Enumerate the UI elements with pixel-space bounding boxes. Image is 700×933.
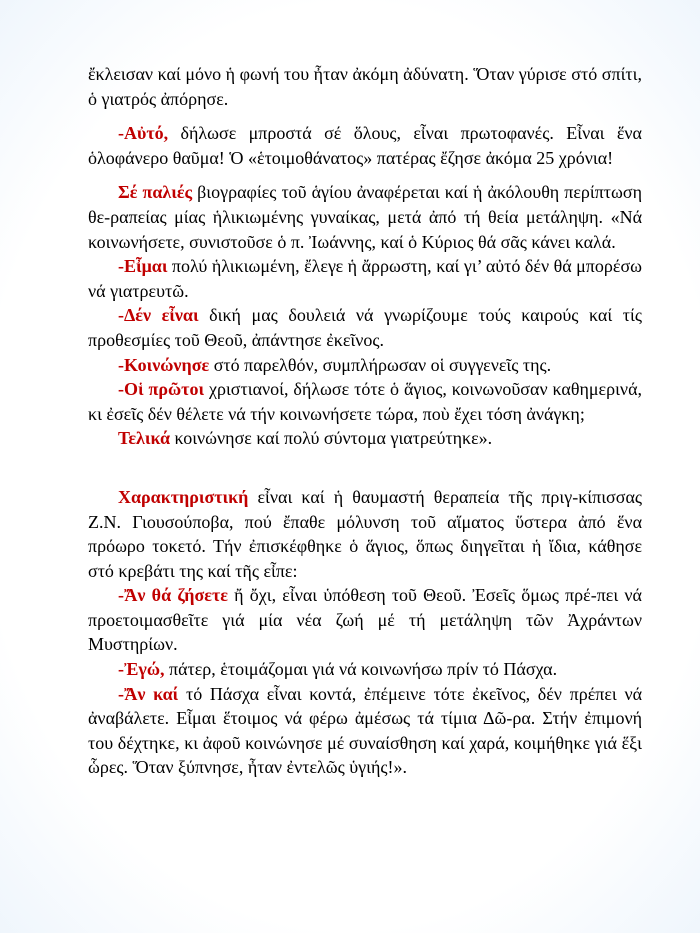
paragraph-12 xyxy=(88,682,642,780)
paragraph-6 xyxy=(88,353,642,378)
paragraph-10-lead: -Ἄν θά ζήσετε xyxy=(118,585,228,606)
paragraph-1 xyxy=(88,62,642,111)
paragraph-4-text: πολύ ἡλικιωμένη, ἔλεγε ἡ ἄρρωστη, καί γι’ αὐτό δέν θά μπορέσω νά γιατρευτῶ. xyxy=(88,256,642,301)
paragraph-5-text: δική μας δουλειά νά γνωρίζουμε τούς καιρούς καί τίς προθεσμίες τοῦ Θεοῦ, ἀπάντησε ἐκεῖνος. xyxy=(88,305,643,350)
paragraph-2-lead: -Αὐτό, xyxy=(118,123,169,144)
paragraph-8-text: κοινώνησε καί πολύ σύντομα γιατρεύτηκε». xyxy=(170,428,493,449)
paragraph-7-text: χριστιανοί, δήλωσε τότε ὁ ἅγιος, κοινωνοῦσαν καθημερινά, κι ἐσεῖς δέν θέλετε νά τήν κοινωνήσετε τώρα, ποὺ ἔχει τόση ἀνάγκη; xyxy=(88,379,642,424)
paragraph-4-lead: -Εἶμαι xyxy=(118,256,168,277)
paragraph-6-lead: -Κοινώνησε xyxy=(118,354,210,375)
paragraph-8 xyxy=(88,426,642,451)
paragraph-3 xyxy=(88,180,642,254)
paragraph-9-text: εἶναι καί ἡ θαυμαστή θεραπεία τῆς πριγ-κίπισσας Ζ.Ν. Γιουσούποβα, πού ἔπαθε μόλυνση τοῦ αἵματος ὕστερα ἀπό ἕνα πρόωρο τοκετό. Τήν ἐπισκέφθηκε ὁ ἅγιος, ὅπως διηγεῖται ἡ ἴδια, κάθησε στό κρεβάτι της καί τῆς εἶπε: xyxy=(88,486,642,581)
paragraph-11 xyxy=(88,657,642,682)
paragraph-10 xyxy=(88,583,642,657)
paragraph-1-text: ἔκλεισαν καί μόνο ἡ φωνή του ἦταν ἀκόμη ἀδύνατη. Ὅταν γύρισε στό σπίτι, ὁ γιατρός ἀπόρησε. xyxy=(88,64,642,109)
paragraph-2-text: δήλωσε μπροστά σέ ὅλους, εἶναι πρωτοφανές. Εἶναι ἕνα ὁλοφάνερο θαῦμα! Ὁ «ἑτοιμοθάνατος» πατέρας ἔζησε ἀκόμα 25 χρόνια! xyxy=(88,123,642,168)
paragraph-7-lead: -Οἱ πρῶτοι xyxy=(118,379,205,400)
paragraph-5-lead: -Δέν εἶναι xyxy=(118,305,199,326)
paragraph-3-lead: Σέ παλιές xyxy=(118,182,193,203)
paragraph-9 xyxy=(88,485,642,583)
paragraph-6-text: στό παρελθόν, συμπλήρωσαν οἱ συγγενεῖς της. xyxy=(209,354,552,375)
paragraph-9-lead: Χαρακτηριστική xyxy=(118,486,249,507)
paragraph-7 xyxy=(88,377,642,426)
paragraph-11-text: πάτερ, ἑτοιμάζομαι γιά νά κοινωνήσω πρίν τό Πάσχα. xyxy=(164,659,558,680)
paragraph-12-text: τό Πάσχα εἶναι κοντά, ἐπέμεινε τότε ἐκεῖνος, δέν πρέπει νά ἀναβάλετε. Εἶμαι ἕτοιμος νά φέρω ἀμέσως τά τίμια Δῶ-ρα. Στήν ἐπιμονή του δέχτηκε, κι ἀφοῦ κοινώνησε μέ συναίσθηση καί χαρά, κοιμήθηκε γιά ἕξι ὧρες. Ὅταν ξύπνησε, ἦταν ἐντελῶς ὑγιής!». xyxy=(88,683,643,778)
paragraph-11-lead: -Ἐγώ, xyxy=(118,659,165,680)
paragraph-3-text: βιογραφίες τοῦ ἁγίου ἀναφέρεται καί ἡ ἀκόλουθη περίπτωση θε-ραπείας μίας ἡλικιωμένης γυναίκας, μετά ἀπό τή θεία μετάληψη. «Νά κοινωνήσετε, συνιστοῦσε ὁ π. Ἰωάννης, καί ὁ Κύριος θά σᾶς κάνει καλά. xyxy=(88,182,643,252)
paragraph-4 xyxy=(88,254,642,303)
paragraph-8-lead: Τελικά xyxy=(118,428,171,449)
paragraph-10-text: ἤ ὄχι, εἶναι ὑπόθεση τοῦ Θεοῦ. Ἐσεῖς ὅμως πρέ-πει νά προετοιμασθεῖτε γιά μία νέα ζωή μέ τή μετάληψη τῶν Ἀχράντων Μυστηρίων. xyxy=(88,585,642,655)
paragraph-5 xyxy=(88,303,642,352)
paragraph-2 xyxy=(88,121,642,170)
paragraph-12-lead: -Ἄν καί xyxy=(118,683,179,704)
document-page xyxy=(88,62,642,780)
